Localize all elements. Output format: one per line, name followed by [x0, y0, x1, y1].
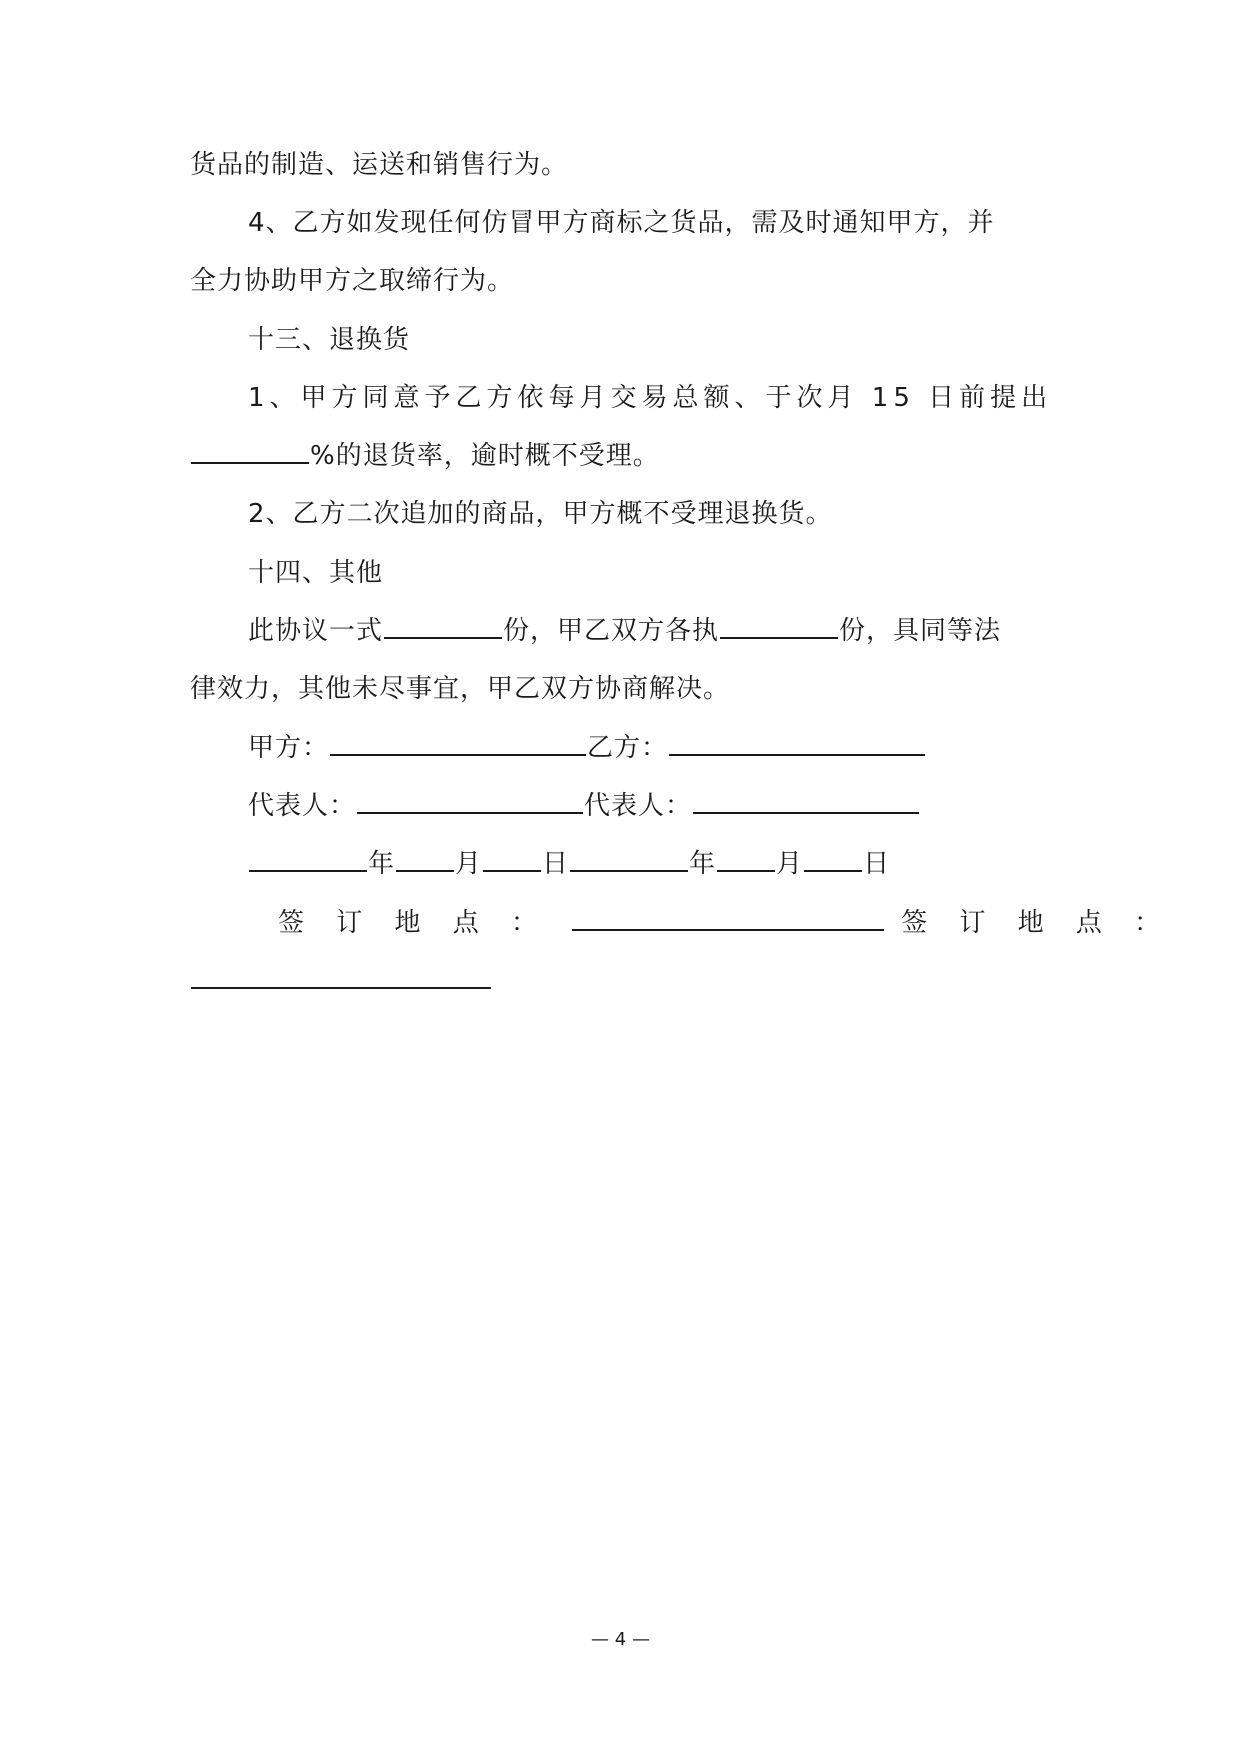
- return-rate-blank[interactable]: [191, 436, 309, 464]
- text-line-7: [248, 494, 1060, 534]
- day-b-blank[interactable]: [804, 844, 862, 872]
- text: %的退货率，逾时概不受理。: [310, 441, 660, 471]
- text: 货品的制造、运送和销售行为。: [190, 150, 569, 180]
- text-line-9: [248, 611, 1060, 651]
- party-a-blank[interactable]: [330, 728, 586, 756]
- text: 4、乙方如发现任何仿冒甲方商标之货品，需及时通知甲方，并: [248, 208, 995, 238]
- sign-place-b-blank[interactable]: [191, 961, 491, 989]
- month-label: 月: [455, 849, 483, 879]
- party-line: [248, 728, 1060, 768]
- signing-place-continued: [190, 961, 1060, 1001]
- text: 份，具同等法: [839, 616, 1002, 646]
- text-line-5: [248, 378, 1060, 418]
- date-line: [248, 844, 1060, 884]
- heading-text: 十三、退换货: [248, 325, 411, 355]
- text: 此协议一式: [248, 616, 384, 646]
- sign-place-a-label: 签 订 地 点 ：: [278, 908, 550, 938]
- copies-total-blank[interactable]: [384, 611, 502, 639]
- text: 2、乙方二次追加的商品，甲方概不受理退换货。: [248, 499, 833, 529]
- year-b-blank[interactable]: [570, 844, 688, 872]
- signing-place-line: [278, 903, 1173, 943]
- day-label: 日: [542, 849, 570, 879]
- text-line-1: [190, 145, 1060, 185]
- year-a-blank[interactable]: [249, 844, 367, 872]
- page-number: — 4 —: [591, 1629, 650, 1650]
- day-a-blank[interactable]: [483, 844, 541, 872]
- heading-text: 十四、其他: [248, 558, 384, 588]
- sign-place-a-blank[interactable]: [572, 903, 884, 931]
- year-label: 年: [368, 849, 396, 879]
- copies-each-blank[interactable]: [720, 611, 838, 639]
- rep-b-label: 代表人：: [584, 791, 693, 821]
- party-a-label: 甲方：: [248, 733, 330, 763]
- month-a-blank[interactable]: [396, 844, 454, 872]
- text: 份，甲乙双方各执: [503, 616, 720, 646]
- month-b-blank[interactable]: [717, 844, 775, 872]
- rep-a-label: 代表人：: [248, 791, 357, 821]
- sign-place-b-label: 签 订 地 点 ：: [901, 908, 1173, 938]
- text-line-6: [190, 436, 1060, 476]
- text: 全力协助甲方之取缔行为。: [190, 266, 515, 296]
- section-heading-14: [248, 553, 1060, 593]
- day-label: 日: [863, 849, 891, 879]
- representative-line: [248, 786, 1060, 826]
- section-heading-13: [248, 320, 1060, 360]
- text: 律效力，其他未尽事宜，甲乙双方协商解决。: [190, 674, 731, 704]
- text-line-3: [190, 261, 1060, 301]
- party-b-label: 乙方：: [587, 733, 669, 763]
- month-label: 月: [776, 849, 804, 879]
- rep-b-blank[interactable]: [693, 786, 919, 814]
- text-line-10: [190, 669, 1060, 709]
- party-b-blank[interactable]: [669, 728, 925, 756]
- text: 1、甲方同意予乙方依每月交易总额、于次月 15 日前提出: [248, 383, 1053, 413]
- text-line-2: [248, 203, 1060, 243]
- rep-a-blank[interactable]: [357, 786, 583, 814]
- year-label: 年: [689, 849, 717, 879]
